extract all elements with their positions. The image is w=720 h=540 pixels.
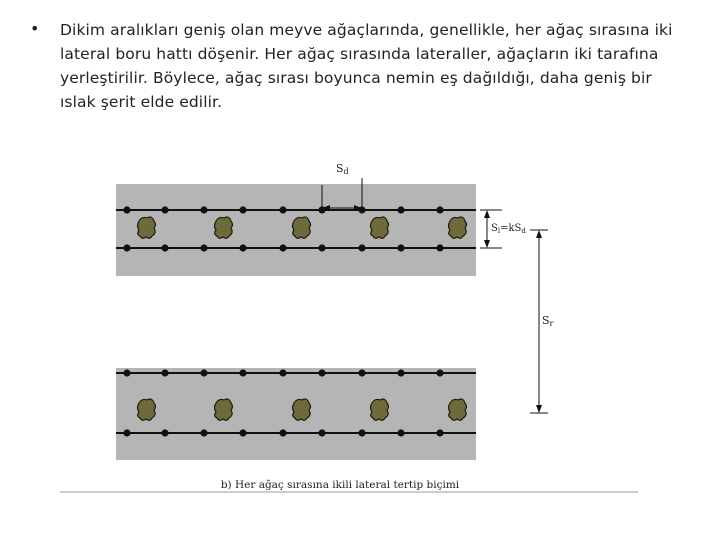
- emitter: [123, 429, 130, 436]
- emitter: [123, 206, 130, 213]
- emitter: [161, 369, 168, 376]
- bullet-text: Dikim aralıkları geniş olan meyve ağaçlarında, genellikle, her ağaç sırasına iki lateral boru hattı döşenir. Her ağaç sırasında lateraller, ağaçların iki tarafına yerleştirilir. Böylece, ağaç sırası boyunca nemin eş dağıldığı, daha geniş bir ıslak şerit elde edilir.: [60, 21, 673, 111]
- emitter: [200, 369, 207, 376]
- emitter: [161, 244, 168, 251]
- tree: [293, 399, 311, 420]
- emitter: [436, 429, 443, 436]
- tree: [215, 217, 233, 238]
- sr-dimension: [530, 230, 554, 413]
- emitter: [123, 244, 130, 251]
- tree: [371, 217, 389, 238]
- emitter: [239, 206, 246, 213]
- sl-dimension: [480, 210, 526, 248]
- emitter: [397, 244, 404, 251]
- sl-label: $S_l=kS_d$: [491, 223, 526, 235]
- figure-caption: b) Her ağaç sırasına ikili lateral tertip biçimi: [220, 479, 460, 491]
- emitter: [318, 369, 325, 376]
- emitter: [279, 429, 286, 436]
- emitter: [123, 369, 130, 376]
- sr-label: Sr: [542, 314, 554, 328]
- emitter: [397, 206, 404, 213]
- tree: [449, 399, 467, 420]
- emitter: [358, 369, 365, 376]
- emitter: [279, 369, 286, 376]
- emitter: [318, 244, 325, 251]
- emitter: [358, 244, 365, 251]
- emitter: [279, 244, 286, 251]
- emitter: [279, 206, 286, 213]
- bullet-symbol: •: [30, 19, 40, 38]
- emitter: [200, 429, 207, 436]
- tree: [138, 217, 156, 238]
- tree: [371, 399, 389, 420]
- emitter: [397, 429, 404, 436]
- emitter: [239, 429, 246, 436]
- tree: [293, 217, 311, 238]
- emitter: [161, 429, 168, 436]
- emitter: [200, 244, 207, 251]
- emitter: [436, 244, 443, 251]
- tree: [449, 217, 467, 238]
- emitter: [397, 369, 404, 376]
- emitter: [358, 429, 365, 436]
- tree: [215, 399, 233, 420]
- emitter: [239, 369, 246, 376]
- sd-label: Sd: [336, 162, 349, 176]
- emitter: [318, 429, 325, 436]
- tree: [138, 399, 156, 420]
- emitter: [436, 369, 443, 376]
- emitter: [161, 206, 168, 213]
- emitter: [239, 244, 246, 251]
- emitter: [436, 206, 443, 213]
- emitter: [200, 206, 207, 213]
